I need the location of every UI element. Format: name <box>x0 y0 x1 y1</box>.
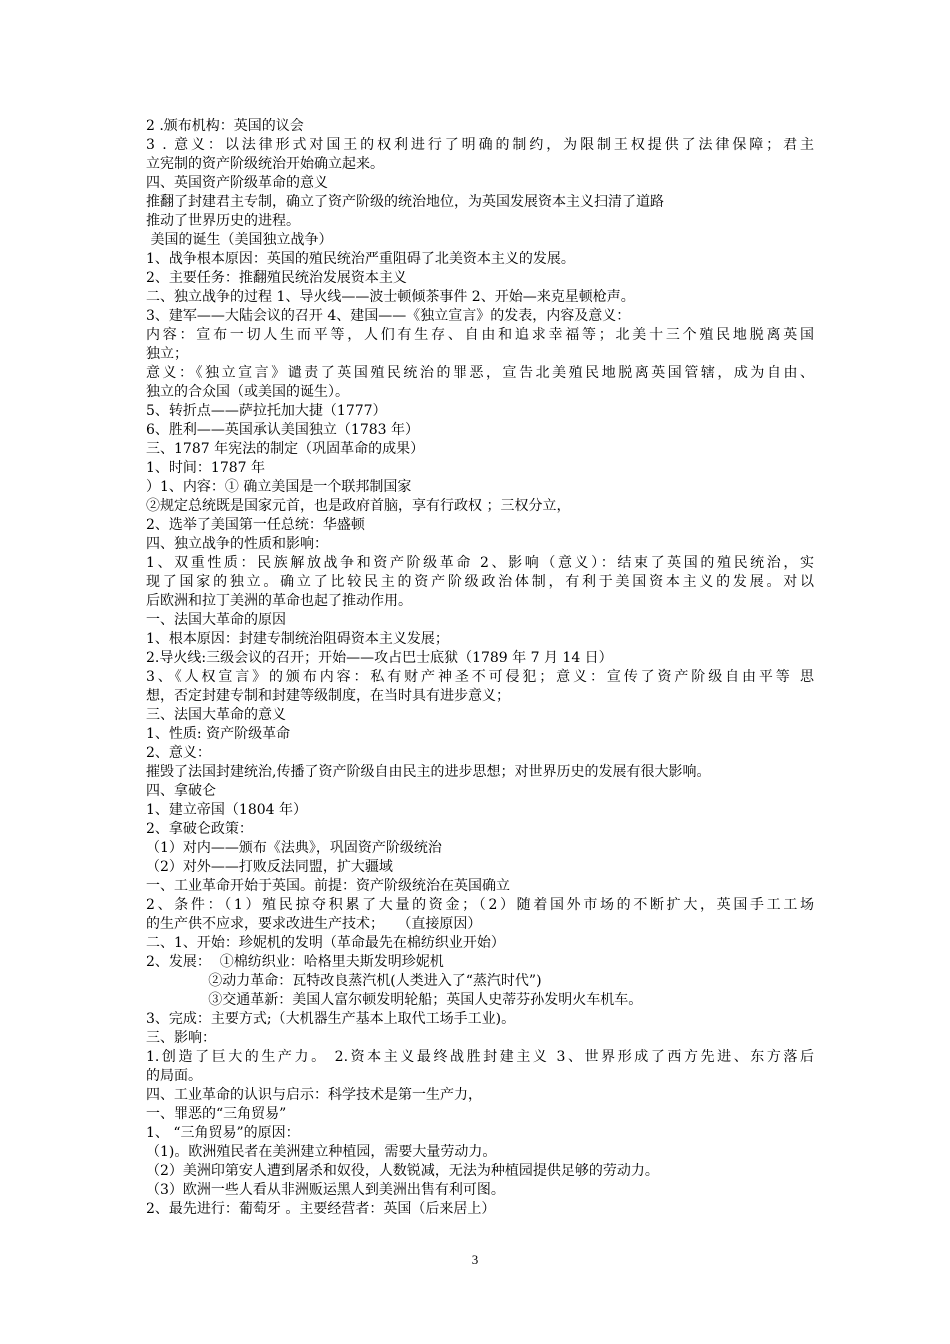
text-line: 1、双重性质：民族解放战争和资产阶级革命 2、影响（意义）：结束了英国的殖民统治，实 <box>146 555 814 571</box>
text-line: 2、主要任务：推翻殖民统治发展资本主义 <box>146 270 407 286</box>
text-line: 一、工业革命开始于英国。前提：资产阶级统治在英国确立 <box>146 878 510 894</box>
text-line: 四、拿破仑 <box>146 783 216 799</box>
text-line: 1、建立帝国（1804 年） <box>146 802 307 818</box>
text-line: （2）美洲印第安人遭到屠杀和奴役，人数锐减，无法为种植园提供足够的劳动力。 <box>146 1163 659 1179</box>
text-line: （1)。欧洲殖民者在美洲建立种植园，需要大量劳动力。 <box>146 1144 497 1160</box>
text-line: 3、建军——大陆会议的召开 4、建国——《独立宣言》的发表，内容及意义： <box>146 308 631 324</box>
text-line: 想，否定封建专制和封建等级制度，在当时具有进步意义； <box>146 688 510 704</box>
text-line: 内容：宣布一切人生而平等，人们有生存、自由和追求幸福等；北美十三个殖民地脱离英国 <box>146 327 814 343</box>
text-line: 2、意义： <box>146 745 211 761</box>
text-line: 二、1、开始：珍妮机的发明（革命最先在棉纺织业开始） <box>146 935 505 951</box>
text-line: 2、选举了美国第一任总统：华盛顿 <box>146 517 365 533</box>
document-body <box>146 117 814 1219</box>
text-line: （2）对外——打败反法同盟，扩大疆域 <box>146 859 393 875</box>
text-line: 推动了世界历史的进程。 <box>146 213 300 229</box>
text-line: 推翻了封建君主专制，确立了资产阶级的统治地位，为英国发展资本主义扫清了道路 <box>146 194 664 210</box>
text-line: 摧毁了法国封建统治,传播了资产阶级自由民主的进步思想；对世界历史的发展有很大影响。 <box>146 764 711 780</box>
text-line: 一、法国大革命的原因 <box>146 612 286 628</box>
page-number: 3 <box>471 1252 479 1267</box>
text-line: 三、1787 年宪法的制定（巩固革命的成果） <box>146 441 425 457</box>
text-line: 独立的合众国（或美国的诞生）。 <box>146 384 349 400</box>
text-line: 3、《人权宣言》的颁布内容：私有财产神圣不可侵犯；意义：宣传了资产阶级自由平等 思 <box>146 669 814 685</box>
text-line: 一、罪恶的“三角贸易” <box>146 1106 287 1122</box>
text-line: 2、最先进行：葡萄牙 。主要经营者：英国（后来居上） <box>146 1201 496 1217</box>
text-line: 2、发展： ①棉纺织业：哈格里夫斯发明珍妮机 <box>146 954 444 970</box>
text-line: 四、工业革命的认识与启示：科学技术是第一生产力， <box>146 1087 482 1103</box>
text-line: ）1、内容：① 确立美国是一个联邦制国家 <box>146 479 412 495</box>
text-line: 后欧洲和拉丁美洲的革命也起了推动作用。 <box>146 593 412 609</box>
text-line: 5、转折点——萨拉托加大捷（1777） <box>146 403 387 419</box>
text-line: 独立； <box>146 346 188 362</box>
text-line: 1、性质: 资产阶级革命 <box>146 726 291 742</box>
text-line: （1）对内——颁布《法典》，巩固资产阶级统治 <box>146 840 442 856</box>
text-line: 1、根本原因：封建专制统治阻碍资本主义发展； <box>146 631 449 647</box>
text-line: 立宪制的资产阶级统治开始确立起来。 <box>146 156 384 172</box>
text-line: 2 .颁布机构：英国的议会 <box>146 118 304 134</box>
text-line: 2.导火线:三级会议的召开；开始——攻占巴士底狱（1789 年 7 月 14 日） <box>146 650 613 666</box>
text-line: 四、英国资产阶级革命的意义 <box>146 175 328 191</box>
text-line: 意义：《独立宣言》谴责了英国殖民统治的罪恶，宣告北美殖民地脱离英国管辖，成为自由、 <box>146 365 814 381</box>
text-line: 1、 “三角贸易”的原因： <box>146 1125 300 1141</box>
text-line: 二、独立战争的过程 1、导火线——波士顿倾茶事件 2、开始—来克星顿枪声。 <box>146 289 635 305</box>
text-line: 3、完成：主要方式;（大机器生产基本上取代工场手工业)。 <box>146 1011 516 1027</box>
text-line: 美国的诞生（美国独立战争） <box>146 232 333 248</box>
text-line: （3）欧洲一些人看从非洲贩运黑人到美洲出售有利可图。 <box>146 1182 505 1198</box>
text-line: ③交通革新：美国人富尔顿发明轮船；英国人史蒂芬孙发明火车机车。 <box>146 992 643 1008</box>
text-line: ②动力革命：瓦特改良蒸汽机(人类进入了“蒸汽时代”) <box>146 973 542 989</box>
text-line: 6、胜利——英国承认美国独立（1783 年） <box>146 422 419 438</box>
text-line: 3 . 意义：以法律形式对国王的权利进行了明确的制约，为限制王权提供了法律保障；君主 <box>146 137 814 153</box>
text-line: 2、拿破仑政策： <box>146 821 253 837</box>
text-line: 的生产供不应求，要求改进生产技术； （直接原因） <box>146 916 482 932</box>
text-line: 1.创造了巨大的生产力。 2.资本主义最终战胜封建主义 3、世界形成了西方先进、东方落后 <box>146 1049 814 1065</box>
text-line: 1、战争根本原因：英国的殖民统治严重阻碍了北美资本主义的发展。 <box>146 251 575 267</box>
text-line: ②规定总统既是国家元首，也是政府首脑，享有行政权 ；三权分立， <box>146 498 571 514</box>
text-line: 现了国家的独立。确立了比较民主的资产阶级政治体制，有利于美国资本主义的发展。对以 <box>146 574 814 590</box>
text-line: 四、独立战争的性质和影响： <box>146 536 328 552</box>
text-line: 1、时间：1787 年 <box>146 460 265 476</box>
text-line: 三、法国大革命的意义 <box>146 707 286 723</box>
text-line: 的局面。 <box>146 1068 202 1084</box>
text-line: 三、影响： <box>146 1030 216 1046</box>
text-line: 2、条件：（1）殖民掠夺积累了大量的资金；（2）随着国外市场的不断扩大，英国手工工场 <box>146 897 814 913</box>
